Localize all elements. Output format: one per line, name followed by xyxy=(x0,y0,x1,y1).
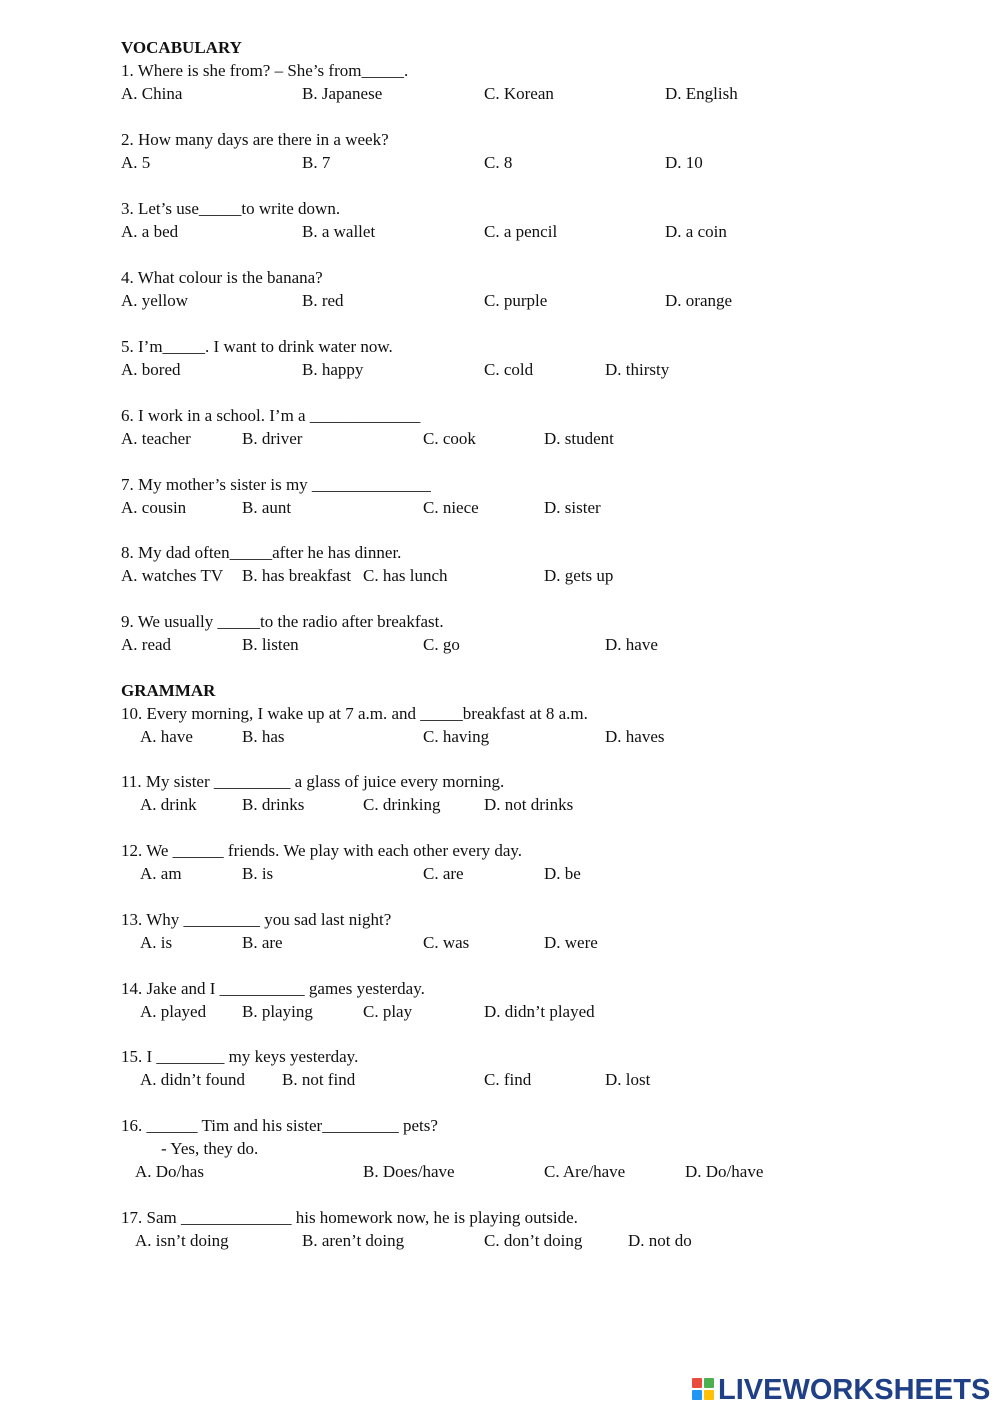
option-b[interactable]: B. a wallet xyxy=(302,222,376,241)
option-c[interactable]: C. purple xyxy=(484,291,548,310)
option-d[interactable]: D. have xyxy=(605,635,658,654)
option-b[interactable]: B. has breakfast xyxy=(242,566,352,585)
option-a[interactable]: A. didn’t found xyxy=(140,1070,245,1089)
options-6 xyxy=(0,428,1000,450)
option-d[interactable]: D. Do/have xyxy=(685,1162,764,1181)
vocabulary-heading: VOCABULARY xyxy=(121,38,242,57)
option-a[interactable]: A. China xyxy=(121,84,183,103)
question-16: 16. ______ Tim and his sister_________ pets? xyxy=(121,1116,438,1135)
option-d[interactable]: D. haves xyxy=(605,727,665,746)
question-5: 5. I’m_____. I want to drink water now. xyxy=(121,337,393,356)
option-d[interactable]: D. lost xyxy=(605,1070,651,1089)
option-d[interactable]: D. 10 xyxy=(665,153,703,172)
options-8 xyxy=(0,565,1000,587)
question-7: 7. My mother’s sister is my ______________ xyxy=(121,475,431,494)
question-1: 1. Where is she from? – She’s from_____. xyxy=(121,61,409,80)
option-c[interactable]: C. cook xyxy=(423,429,476,448)
option-d[interactable]: D. not drinks xyxy=(484,795,574,814)
question-6: 6. I work in a school. I’m a _____________ xyxy=(121,406,421,425)
option-a[interactable]: A. watches TV xyxy=(121,566,224,585)
options-1 xyxy=(0,83,1000,105)
option-d[interactable]: D. were xyxy=(544,933,598,952)
option-b[interactable]: B. happy xyxy=(302,360,364,379)
option-c[interactable]: C. having xyxy=(423,727,490,746)
option-a[interactable]: A. bored xyxy=(121,360,181,379)
option-a[interactable]: A. Do/has xyxy=(135,1162,204,1181)
question-16-answer: - Yes, they do. xyxy=(161,1139,259,1158)
option-c[interactable]: C. Are/have xyxy=(544,1162,626,1181)
options-13 xyxy=(0,932,1000,954)
option-b[interactable]: B. driver xyxy=(242,429,303,448)
option-a[interactable]: A. a bed xyxy=(121,222,179,241)
options-3 xyxy=(0,221,1000,243)
option-d[interactable]: D. didn’t played xyxy=(484,1002,595,1021)
question-10: 10. Every morning, I wake up at 7 a.m. and _____breakfast at 8 a.m. xyxy=(121,704,588,723)
option-b[interactable]: B. are xyxy=(242,933,283,952)
option-b[interactable]: B. playing xyxy=(242,1002,313,1021)
option-a[interactable]: A. isn’t doing xyxy=(135,1231,229,1250)
question-12: 12. We ______ friends. We play with each other every day. xyxy=(121,841,523,860)
option-c[interactable]: C. niece xyxy=(423,498,479,517)
option-c[interactable]: C. was xyxy=(423,933,470,952)
option-d[interactable]: D. English xyxy=(665,84,738,103)
option-c[interactable]: C. a pencil xyxy=(484,222,558,241)
options-7 xyxy=(0,497,1000,519)
option-a[interactable]: A. have xyxy=(140,727,193,746)
question-11: 11. My sister _________ a glass of juice every morning. xyxy=(121,772,505,791)
option-b[interactable]: B. 7 xyxy=(302,153,331,172)
question-8: 8. My dad often_____after he has dinner. xyxy=(121,543,402,562)
grammar-heading: GRAMMAR xyxy=(121,681,216,700)
option-c[interactable]: C. 8 xyxy=(484,153,513,172)
options-12 xyxy=(0,863,1000,885)
option-c[interactable]: C. drinking xyxy=(363,795,441,814)
options-16 xyxy=(0,1161,1000,1183)
option-b[interactable]: B. Does/have xyxy=(363,1162,455,1181)
options-4 xyxy=(0,290,1000,312)
option-c[interactable]: C. Korean xyxy=(484,84,554,103)
liveworksheets-logo xyxy=(692,1375,992,1405)
option-d[interactable]: D. sister xyxy=(544,498,601,517)
options-5 xyxy=(0,359,1000,381)
options-10 xyxy=(0,726,1000,748)
options-14 xyxy=(0,1001,1000,1023)
option-c[interactable]: C. are xyxy=(423,864,464,883)
option-c[interactable]: C. cold xyxy=(484,360,534,379)
option-b[interactable]: B. red xyxy=(302,291,344,310)
option-d[interactable]: D. orange xyxy=(665,291,733,310)
option-d[interactable]: D. a coin xyxy=(665,222,727,241)
option-d[interactable]: D. thirsty xyxy=(605,360,670,379)
option-c[interactable]: C. play xyxy=(363,1002,413,1021)
options-17 xyxy=(0,1230,1000,1252)
option-a[interactable]: A. am xyxy=(140,864,182,883)
option-b[interactable]: B. aren’t doing xyxy=(302,1231,405,1250)
question-15: 15. I ________ my keys yesterday. xyxy=(121,1047,359,1066)
option-a[interactable]: A. yellow xyxy=(121,291,189,310)
question-3: 3. Let’s use_____to write down. xyxy=(121,199,341,218)
option-a[interactable]: A. cousin xyxy=(121,498,187,517)
option-d[interactable]: D. not do xyxy=(628,1231,692,1250)
option-b[interactable]: B. Japanese xyxy=(302,84,383,103)
option-c[interactable]: C. find xyxy=(484,1070,532,1089)
option-a[interactable]: A. read xyxy=(121,635,172,654)
option-b[interactable]: B. listen xyxy=(242,635,299,654)
options-15 xyxy=(0,1069,1000,1091)
option-a[interactable]: A. is xyxy=(140,933,173,952)
option-c[interactable]: C. go xyxy=(423,635,460,654)
option-b[interactable]: B. is xyxy=(242,864,274,883)
option-c[interactable]: C. has lunch xyxy=(363,566,448,585)
options-11 xyxy=(0,794,1000,816)
options-9 xyxy=(0,634,1000,656)
question-17: 17. Sam _____________ his homework now, he is playing outside. xyxy=(121,1208,578,1227)
option-a[interactable]: A. teacher xyxy=(121,429,191,448)
option-d[interactable]: D. be xyxy=(544,864,581,883)
question-2: 2. How many days are there in a week? xyxy=(121,130,389,149)
option-b[interactable]: B. not find xyxy=(282,1070,356,1089)
brand-name: LIVEWORKSHEETS xyxy=(718,1374,991,1406)
option-b[interactable]: B. drinks xyxy=(242,795,305,814)
option-b[interactable]: B. aunt xyxy=(242,498,292,517)
option-c[interactable]: C. don’t doing xyxy=(484,1231,583,1250)
option-a[interactable]: A. 5 xyxy=(121,153,151,172)
question-4: 4. What colour is the banana? xyxy=(121,268,323,287)
option-b[interactable]: B. has xyxy=(242,727,285,746)
option-d[interactable]: D. student xyxy=(544,429,614,448)
liveworksheets-logo-icon xyxy=(692,1378,716,1402)
question-14: 14. Jake and I __________ games yesterday. xyxy=(121,979,425,998)
option-d[interactable]: D. gets up xyxy=(544,566,614,585)
question-13: 13. Why _________ you sad last night? xyxy=(121,910,392,929)
options-2 xyxy=(0,152,1000,174)
question-9: 9. We usually _____to the radio after breakfast. xyxy=(121,612,444,631)
option-a[interactable]: A. drink xyxy=(140,795,197,814)
option-a[interactable]: A. played xyxy=(140,1002,207,1021)
